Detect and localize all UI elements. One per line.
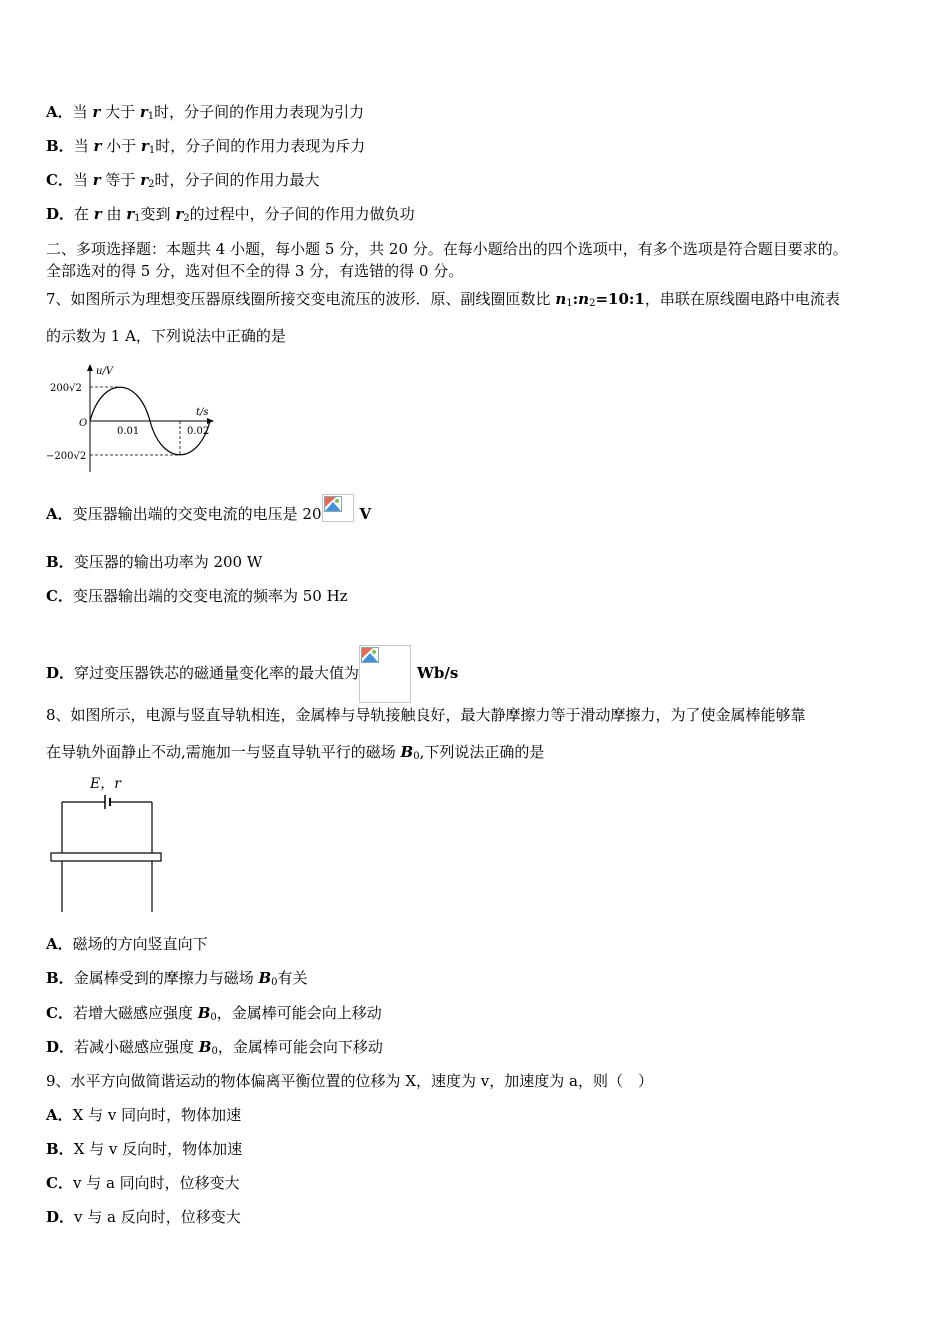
q6-option-b: B．当 r 小于 $r_1$时，分子间的作用力表现为斥力 xyxy=(46,137,366,156)
q7-stem-line1: 7、如图所示为理想变压器原线圈所接交变电流压的波形．原、副线圈匝数比 $n_1:n_2=10:1$，串联在原线圈电路中电流表 xyxy=(46,290,840,309)
y-axis-arrow xyxy=(87,364,93,371)
battery-label: E，r xyxy=(90,776,121,792)
y-axis-label: u/V xyxy=(96,366,114,377)
q7-option-c: C．变压器输出端的交变电流的频率为 50 Hz xyxy=(46,587,348,605)
q8-stem-line1: 8、如图所示，电源与竖直导轨相连，金属棒与导轨接触良好，最大静摩擦力等于滑动摩擦力，为了使金属棒能够靠 xyxy=(46,706,806,724)
q9-stem: 9、水平方向做简谐运动的物体偏离平衡位置的位移为 X，速度为 v，加速度为 a，则（ ） xyxy=(46,1072,653,1090)
q6-option-c: C．当 r 等于 $r_2$时，分子间的作用力最大 xyxy=(46,171,320,190)
q8-option-a: A．磁场的方向竖直向下 xyxy=(46,935,208,953)
broken-image-icon xyxy=(322,494,354,522)
q7-option-b: B．变压器的输出功率为 200 W xyxy=(46,553,263,571)
q9-option-b: B．X 与 v 反向时，物体加速 xyxy=(46,1140,243,1158)
q6-option-a: A．当 r 大于 $r_1$时，分子间的作用力表现为引力 xyxy=(46,103,365,122)
q8-stem-line2: 在导轨外面静止不动,需施加一与竖直导轨平行的磁场 $B_0$,下列说法正确的是 xyxy=(46,743,545,762)
section-2-heading xyxy=(46,238,926,282)
x-axis-arrow xyxy=(207,418,214,424)
q9-option-d: D．v 与 a 反向时，位移变大 xyxy=(46,1208,241,1226)
x-axis-label: t/s xyxy=(196,407,209,418)
q9-option-c: C．v 与 a 同向时，位移变大 xyxy=(46,1174,240,1192)
q8-circuit-diagram xyxy=(46,770,166,916)
broken-image-icon xyxy=(359,645,411,703)
q8-option-b: B．金属棒受到的摩擦力与磁场 $B_0$有关 xyxy=(46,969,308,988)
origin-label: O xyxy=(79,418,88,429)
q9-option-a: A．X 与 v 同向时，物体加速 xyxy=(46,1106,242,1124)
q7-waveform-graph xyxy=(44,362,216,474)
q6-option-d: D．在 r 由 $r_1$变到 $r_2$的过程中，分子间的作用力做负功 xyxy=(46,205,415,224)
q8-option-c: C．若增大磁感应强度 $B_0$，金属棒可能会向上移动 xyxy=(46,1004,382,1023)
y-top-label: 200√2 xyxy=(50,383,82,394)
x-tick-2: 0.02 xyxy=(187,426,210,437)
section-2-line1: 二、多项选择题：本题共 4 小题，每小题 5 分，共 20 分。在每小题给出的四个选项中，有多个选项是符合题目要求的。 xyxy=(46,240,848,258)
q7-stem-line2: 的示数为 1 A，下列说法中正确的是 xyxy=(46,327,286,345)
x-tick-1: 0.01 xyxy=(117,426,140,437)
metal-rod xyxy=(51,853,161,861)
q7-option-d: D．穿过变压器铁芯的磁通量变化率的最大值为 Wb/s xyxy=(46,645,458,703)
q7-option-a: A．变压器输出端的交变电流的电压是 20 V xyxy=(46,504,371,524)
section-2-line2: 全部选对的得 5 分，选对但不全的得 3 分，有选错的得 0 分。 xyxy=(46,262,464,280)
q8-option-d: D．若减小磁感应强度 $B_0$，金属棒可能会向下移动 xyxy=(46,1038,383,1057)
y-bottom-label: −200√2 xyxy=(46,451,87,462)
